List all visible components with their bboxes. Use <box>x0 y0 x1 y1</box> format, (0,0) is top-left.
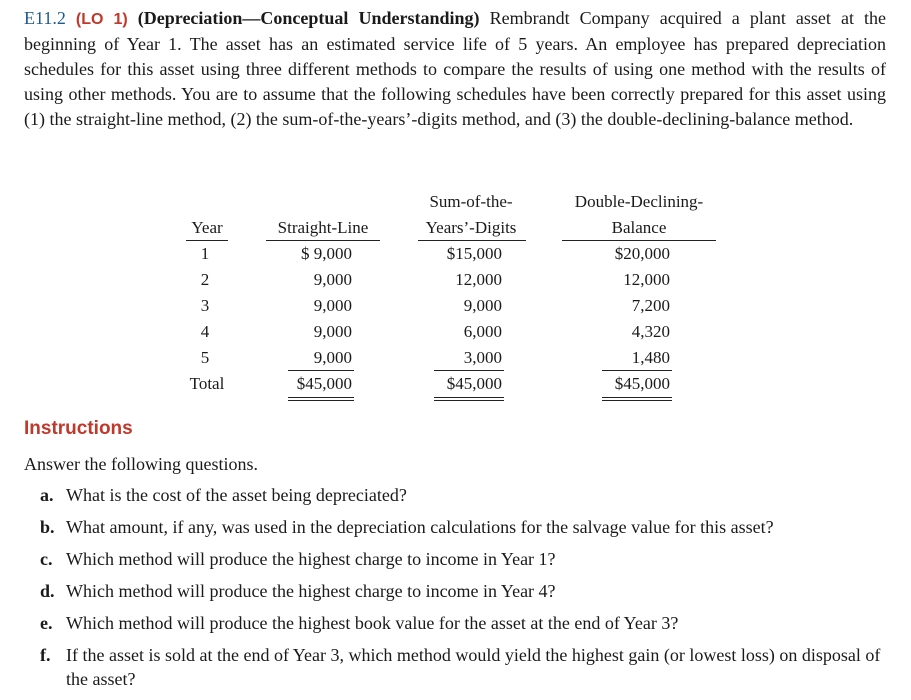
header-rule-syd <box>418 240 526 241</box>
question-label: e. <box>40 613 53 633</box>
header-year: Year <box>191 218 223 237</box>
header-ddb-line1: Double-Declining- <box>574 192 704 211</box>
question-text: Which method will produce the highest charge to income in Year 4? <box>66 581 556 601</box>
learning-objective: (LO 1) <box>75 11 128 28</box>
question-list <box>40 483 890 699</box>
row-1-year: 1 <box>200 244 210 263</box>
header-syd-line1: Sum-of-the- <box>429 192 513 211</box>
row-5-syd: 3,000 <box>463 348 502 367</box>
question-text: Which method will produce the highest book value for the asset at the end of Year 3? <box>66 613 679 633</box>
row-3-year: 3 <box>200 296 210 315</box>
question-text: What is the cost of the asset being depreciated? <box>66 485 407 505</box>
exercise-title: (Depreciation—Conceptual Understanding) <box>137 8 480 28</box>
subtotal-rule-sl <box>288 370 354 371</box>
row-2-year: 2 <box>200 270 210 289</box>
row-4-sl: 9,000 <box>313 322 352 341</box>
question-b <box>40 515 890 539</box>
question-text: Which method will produce the highest charge to income in Year 1? <box>66 549 556 569</box>
row-1-ddb: $20,000 <box>614 244 670 263</box>
question-text: What amount, if any, was used in the depreciation calculations for the salvage value for this asset? <box>66 517 774 537</box>
header-straight-line: Straight-Line <box>277 218 369 237</box>
header-ddb-line2: Balance <box>611 218 667 237</box>
total-ddb: $45,000 <box>614 374 670 393</box>
question-f <box>40 643 890 691</box>
question-label: b. <box>40 517 55 537</box>
total-syd: $45,000 <box>446 374 502 393</box>
exercise-intro <box>24 6 886 132</box>
question-label: a. <box>40 485 54 505</box>
exercise-number: E11.2 <box>24 8 66 28</box>
exercise-body: Rembrandt Company acquired a plant asset at the beginning of Year 1. The asset has an estimated service life of 5 years. An employee has prepared depreciation schedules for this asset using three different methods to compare the results of using one method with the results of using other methods. You are to assume that the following schedules have been correctly prepared for this asset using (1) the straight-line method, (2) the sum-of-the-years’-digits method, and (3) the double-declining-balance method. <box>24 8 887 129</box>
total-sl: $45,000 <box>296 374 352 393</box>
header-rule-year <box>186 240 228 241</box>
question-label: f. <box>40 645 51 665</box>
question-text: If the asset is sold at the end of Year 3, which method would yield the highest gain (or lowest loss) on disposal of the asset? <box>66 645 881 689</box>
total-double-rule-syd <box>434 397 504 401</box>
row-4-ddb: 4,320 <box>631 322 670 341</box>
instructions-lead: Answer the following questions. <box>24 454 258 474</box>
question-label: c. <box>40 549 53 569</box>
row-3-syd: 9,000 <box>463 296 502 315</box>
row-5-ddb: 1,480 <box>631 348 670 367</box>
row-2-syd: 12,000 <box>455 270 502 289</box>
question-d <box>40 579 890 603</box>
row-5-sl: 9,000 <box>313 348 352 367</box>
row-3-sl: 9,000 <box>313 296 352 315</box>
subtotal-rule-ddb <box>602 370 672 371</box>
question-e <box>40 611 890 635</box>
row-2-sl: 9,000 <box>313 270 352 289</box>
row-3-ddb: 7,200 <box>631 296 670 315</box>
total-double-rule-sl <box>288 397 354 401</box>
question-label: d. <box>40 581 55 601</box>
row-4-year: 4 <box>200 322 210 341</box>
header-rule-sl <box>266 240 380 241</box>
depreciation-table <box>0 185 911 410</box>
row-4-syd: 6,000 <box>463 322 502 341</box>
total-double-rule-ddb <box>602 397 672 401</box>
subtotal-rule-syd <box>434 370 504 371</box>
row-5-year: 5 <box>200 348 210 367</box>
row-1-sl: $ 9,000 <box>301 244 352 263</box>
total-label: Total <box>189 374 225 393</box>
instructions-heading: Instructions <box>24 418 133 439</box>
row-2-ddb: 12,000 <box>623 270 670 289</box>
header-rule-ddb <box>562 240 716 241</box>
header-syd-line2: Years’-Digits <box>425 218 517 237</box>
question-c <box>40 547 890 571</box>
question-a <box>40 483 890 507</box>
row-1-syd: $15,000 <box>446 244 502 263</box>
